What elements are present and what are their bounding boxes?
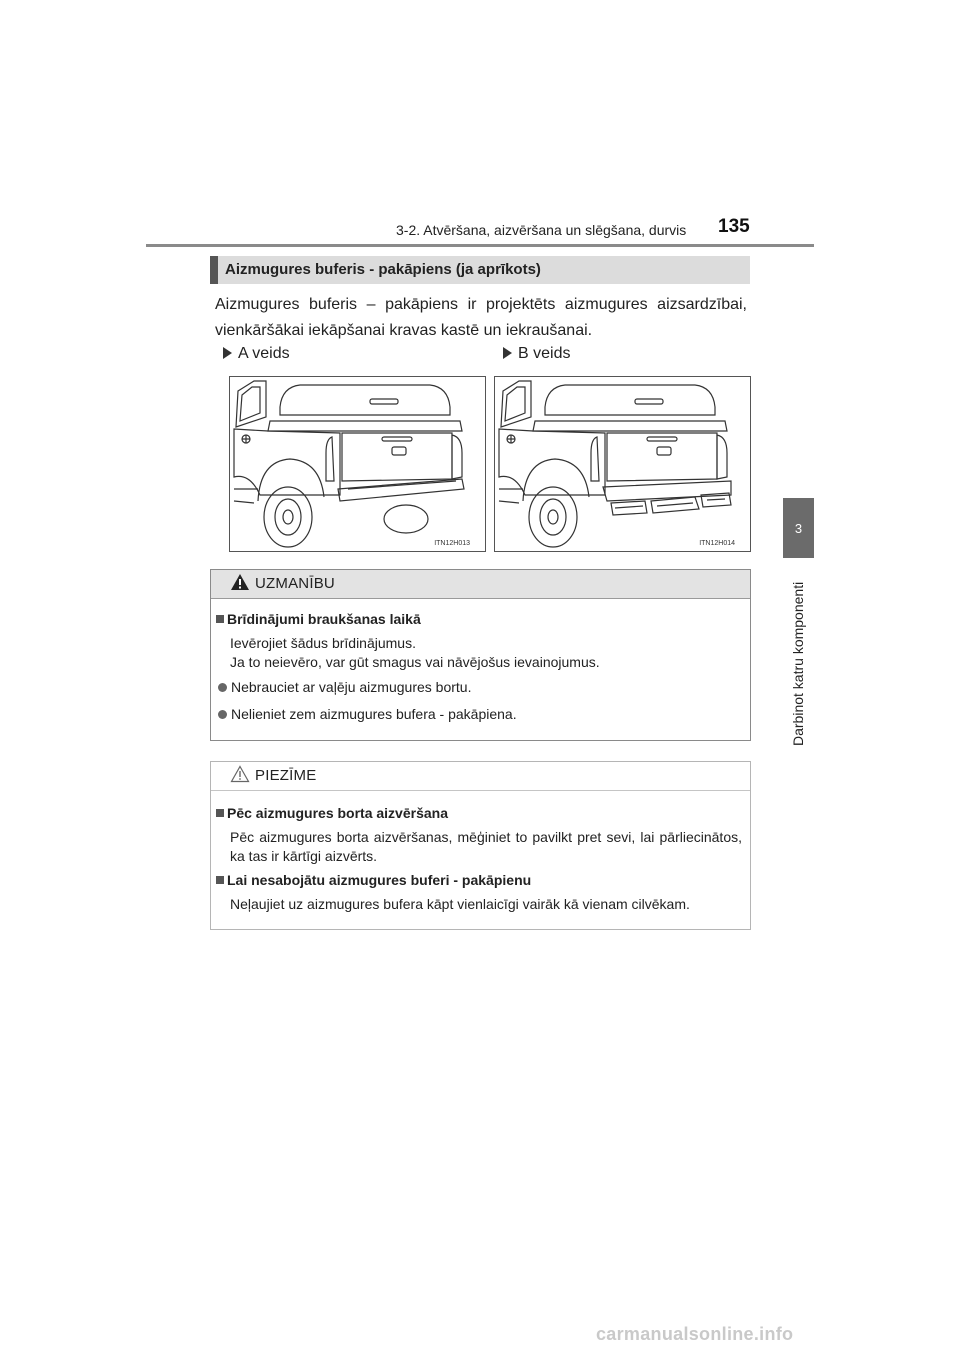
bullet-dot-icon [218, 683, 227, 692]
triangle-right-icon [223, 347, 232, 359]
section-header [210, 256, 750, 284]
variant-a-text: A veids [238, 345, 290, 362]
section-marker [210, 256, 218, 284]
caution-header [211, 570, 750, 599]
square-bullet-icon [216, 615, 224, 623]
illustration-type-b [494, 376, 751, 552]
notice-icon [230, 765, 250, 783]
chapter-title [788, 566, 808, 746]
watermark: carmanualsonline.info [596, 1324, 794, 1344]
header-rule [146, 244, 814, 247]
running-header: 3-2. Atvēršana, aizvēršana un slēgšana, durvis [396, 222, 687, 238]
variant-b-label [503, 345, 570, 363]
pickup-truck-rear-illustration [495, 377, 750, 551]
caution-text: Ievērojiet šādus brīdinājumus. Ja to neievēro, var gūt smagus vai nāvējošus ievainojumus. [230, 635, 600, 670]
chapter-number: 3 [794, 520, 803, 536]
note-text: Pēc aizmugures borta aizvēršanas, mēģiniet to pavilkt pret sevi, lai pārliecinātos, ka tas ir kārtīgi aizvērts. [230, 829, 742, 864]
square-bullet-icon [216, 876, 224, 884]
pickup-truck-rear-illustration [230, 377, 485, 551]
note-heading: Lai nesabojātu aizmugures buferi - pakāpienu [216, 872, 531, 888]
chapter-title-text: Darbinot katru komponenti [790, 581, 806, 746]
variant-b-text: B veids [518, 345, 571, 362]
section-title: Aizmugures buferis - pakāpiens (ja aprīkots) [225, 261, 541, 278]
image-code: ITN12H013 [434, 540, 470, 547]
warning-icon [230, 573, 250, 591]
intro-paragraph: Aizmugures buferis – pakāpiens ir projektēts aizmugures aizsardzībai, vienkāršākai iekāpšanai kravas kastē un iekraušanai. [215, 296, 747, 339]
caution-label: UZMANĪBU [255, 575, 335, 592]
page-number: 135 [718, 216, 750, 237]
caution-heading: Brīdinājumi braukšanas laikā [216, 611, 421, 627]
note-label: PIEZĪME [255, 767, 317, 784]
square-bullet-icon [216, 809, 224, 817]
illustration-type-a [229, 376, 486, 552]
bullet-dot-icon [218, 710, 227, 719]
chapter-tab[interactable] [783, 498, 814, 558]
caution-bullet: Nelieniet zem aizmugures bufera - pakāpiena. [218, 706, 517, 722]
note-heading: Pēc aizmugures borta aizvēršana [216, 805, 448, 821]
note-text: Neļaujiet uz aizmugures bufera kāpt vienlaicīgi vairāk kā vienam cilvēkam. [230, 896, 690, 912]
caution-box [210, 569, 751, 741]
image-code: ITN12H014 [699, 540, 735, 547]
triangle-right-icon [503, 347, 512, 359]
caution-bullet: Nebrauciet ar vaļēju aizmugures bortu. [218, 679, 471, 695]
variant-a-label [223, 345, 290, 363]
note-box [210, 761, 751, 930]
note-header [211, 762, 750, 791]
